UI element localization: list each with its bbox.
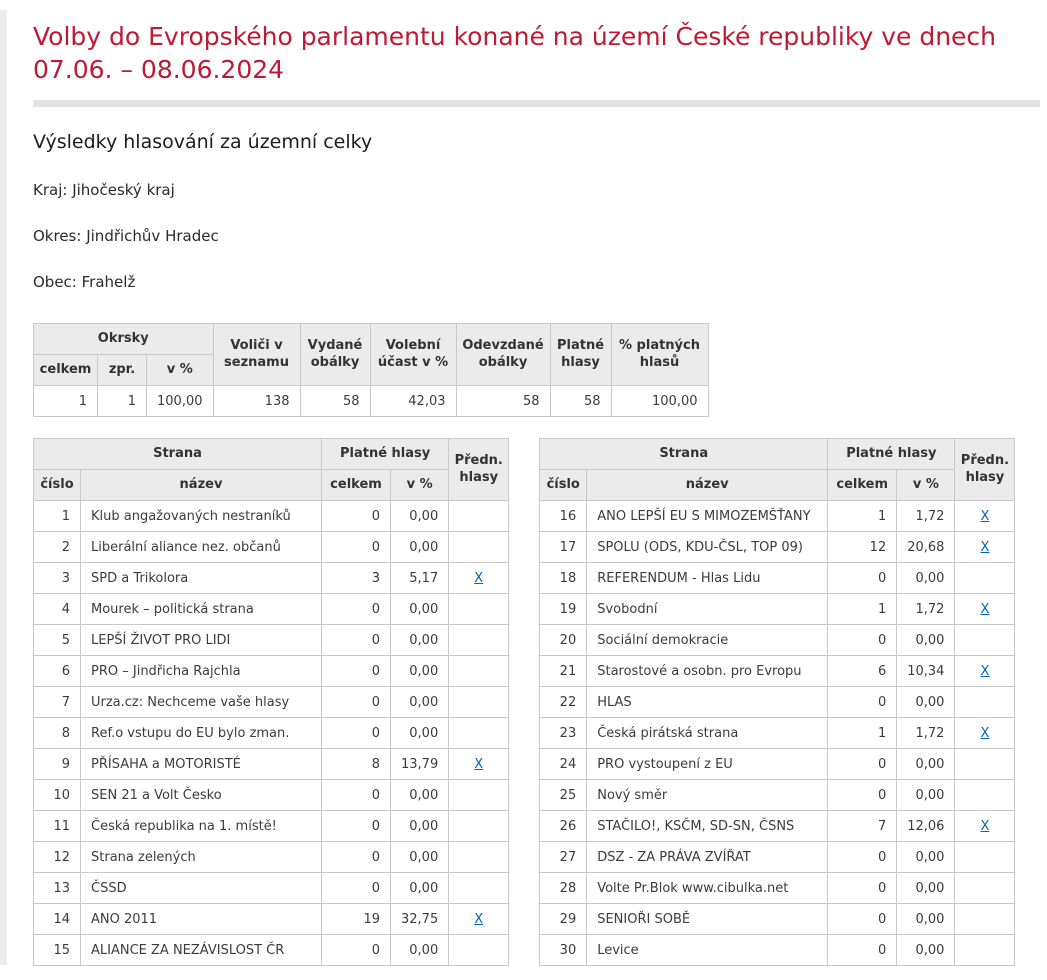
party-table-left [33, 438, 509, 966]
party-number-cell: 21 [540, 656, 587, 687]
odevzdane-obalky-value: 58 [456, 386, 550, 417]
party-name-cell: LEPŠÍ ŽIVOT PRO LIDI [81, 625, 322, 656]
preferential-votes-link[interactable]: X [980, 508, 990, 524]
party-row [34, 532, 509, 563]
party-votes-total-cell: 0 [828, 904, 897, 935]
party-votes-total-cell: 0 [322, 780, 391, 811]
party-votes-percent-cell: 0,00 [897, 780, 955, 811]
header-volici-v-seznamu: Voliči v seznamu [213, 324, 300, 386]
party-number-cell: 7 [34, 687, 81, 718]
party-votes-percent-cell: 0,00 [391, 811, 449, 842]
party-number-cell: 17 [540, 532, 587, 563]
party-number-cell: 12 [34, 842, 81, 873]
obec-label: Obec: [33, 273, 77, 291]
preferential-votes-cell [955, 656, 1015, 687]
party-votes-total-cell: 0 [322, 532, 391, 563]
preferential-votes-cell [955, 718, 1015, 749]
party-votes-total-cell: 1 [828, 718, 897, 749]
party-row [34, 873, 509, 904]
header-okrsky-zpr: zpr. [98, 355, 147, 386]
party-votes-percent-cell: 0,00 [897, 904, 955, 935]
preferential-votes-cell [449, 904, 509, 935]
party-row [540, 842, 1015, 873]
party-number-cell: 18 [540, 563, 587, 594]
header-nazev: název [587, 470, 828, 501]
party-votes-total-cell: 3 [322, 563, 391, 594]
preferential-votes-link[interactable]: X [980, 663, 990, 679]
party-number-cell: 15 [34, 935, 81, 966]
party-votes-total-cell: 0 [828, 873, 897, 904]
party-name-cell: PRO – Jindřicha Rajchla [81, 656, 322, 687]
party-number-cell: 26 [540, 811, 587, 842]
party-row [34, 935, 509, 966]
party-votes-total-cell: 8 [322, 749, 391, 780]
preferential-votes-cell [449, 594, 509, 625]
party-row [34, 780, 509, 811]
horizontal-divider [33, 100, 1040, 107]
party-votes-total-cell: 0 [322, 501, 391, 532]
party-votes-percent-cell: 0,00 [391, 873, 449, 904]
kraj-line [33, 181, 1035, 199]
header-cislo: číslo [34, 470, 81, 501]
preferential-votes-cell [449, 532, 509, 563]
party-name-cell: Sociální demokracie [587, 625, 828, 656]
preferential-votes-cell [955, 904, 1015, 935]
party-row [34, 687, 509, 718]
header-strana: Strana [540, 439, 828, 470]
party-votes-percent-cell: 1,72 [897, 718, 955, 749]
party-name-cell: Starostové a osobn. pro Evropu [587, 656, 828, 687]
preferential-votes-cell [449, 811, 509, 842]
party-row [34, 842, 509, 873]
obec-line [33, 273, 1035, 291]
header-platne-hlasy-group: Platné hlasy [828, 439, 955, 470]
party-row [34, 501, 509, 532]
party-row [34, 625, 509, 656]
party-name-cell: Urza.cz: Nechceme vaše hlasy [81, 687, 322, 718]
party-name-cell: PŘÍSAHA a MOTORISTÉ [81, 749, 322, 780]
summary-row [34, 386, 709, 417]
header-platne-hlasy-group: Platné hlasy [322, 439, 449, 470]
party-number-cell: 10 [34, 780, 81, 811]
party-name-cell: DSZ - ZA PRÁVA ZVÍŘAT [587, 842, 828, 873]
party-votes-percent-cell: 0,00 [391, 532, 449, 563]
party-number-cell: 20 [540, 625, 587, 656]
party-name-cell: STAČILO!, KSČM, SD-SN, ČSNS [587, 811, 828, 842]
party-votes-total-cell: 0 [322, 656, 391, 687]
party-votes-percent-cell: 12,06 [897, 811, 955, 842]
content-area [0, 20, 1047, 980]
preferential-votes-link[interactable]: X [474, 911, 484, 927]
okrsky-zpr-value: 1 [98, 386, 147, 417]
party-name-cell: REFERENDUM - Hlas Lidu [587, 563, 828, 594]
party-votes-percent-cell: 0,00 [897, 563, 955, 594]
party-row [540, 563, 1015, 594]
kraj-label: Kraj: [33, 181, 68, 199]
kraj-value: Jihočeský kraj [72, 181, 175, 199]
party-votes-total-cell: 6 [828, 656, 897, 687]
party-number-cell: 2 [34, 532, 81, 563]
party-row [540, 594, 1015, 625]
party-row [540, 904, 1015, 935]
party-name-cell: Česká pirátská strana [587, 718, 828, 749]
party-votes-percent-cell: 32,75 [391, 904, 449, 935]
party-name-cell: SPD a Trikolora [81, 563, 322, 594]
header-v-pct: v % [391, 470, 449, 501]
party-votes-percent-cell: 0,00 [391, 594, 449, 625]
header-okrsky-celkem: celkem [34, 355, 98, 386]
party-number-cell: 5 [34, 625, 81, 656]
okrsky-celkem-value: 1 [34, 386, 98, 417]
party-votes-percent-cell: 13,79 [391, 749, 449, 780]
party-votes-total-cell: 0 [828, 780, 897, 811]
preferential-votes-cell [449, 842, 509, 873]
party-votes-percent-cell: 0,00 [391, 935, 449, 966]
party-votes-total-cell: 1 [828, 501, 897, 532]
party-votes-percent-cell: 0,00 [897, 625, 955, 656]
section-title: Výsledky hlasování za územní celky [33, 131, 373, 153]
party-votes-total-cell: 0 [322, 811, 391, 842]
party-votes-total-cell: 0 [322, 873, 391, 904]
party-name-cell: ANO 2011 [81, 904, 322, 935]
preferential-votes-link[interactable]: X [980, 601, 990, 617]
party-number-cell: 4 [34, 594, 81, 625]
party-votes-total-cell: 7 [828, 811, 897, 842]
party-votes-percent-cell: 0,00 [391, 625, 449, 656]
party-name-cell: ALIANCE ZA NEZÁVISLOST ČR [81, 935, 322, 966]
party-row [540, 873, 1015, 904]
header-pct-platnych-hlasu: % platných hlasů [611, 324, 708, 386]
preferential-votes-cell [955, 935, 1015, 966]
party-votes-percent-cell: 1,72 [897, 501, 955, 532]
party-name-cell: ČSSD [81, 873, 322, 904]
party-votes-total-cell: 0 [322, 687, 391, 718]
party-row [540, 780, 1015, 811]
preferential-votes-link[interactable]: X [474, 756, 484, 772]
party-row [34, 749, 509, 780]
party-name-cell: Klub angažovaných nestraníků [81, 501, 322, 532]
party-name-cell: SEN 21 a Volt Česko [81, 780, 322, 811]
party-votes-total-cell: 0 [828, 563, 897, 594]
preferential-votes-cell [955, 687, 1015, 718]
preferential-votes-cell [955, 563, 1015, 594]
party-row [540, 811, 1015, 842]
preferential-votes-cell [449, 563, 509, 594]
party-number-cell: 27 [540, 842, 587, 873]
preferential-votes-cell [449, 780, 509, 811]
header-odevzdane-obalky: Odevzdané obálky [456, 324, 550, 386]
preferential-votes-cell [449, 656, 509, 687]
party-votes-total-cell: 1 [828, 594, 897, 625]
party-votes-percent-cell: 0,00 [391, 501, 449, 532]
preferential-votes-cell [449, 687, 509, 718]
preferential-votes-link[interactable]: X [980, 725, 990, 741]
party-votes-percent-cell: 0,00 [897, 935, 955, 966]
obec-value: Frahelž [81, 273, 136, 291]
page-edge-strip [0, 10, 7, 965]
header-predn-hlasy: Předn. hlasy [955, 439, 1015, 501]
party-votes-percent-cell: 20,68 [897, 532, 955, 563]
page-title: Volby do Evropského parlamentu konané na území České republiky ve dnech 07.06. – 08.06.2024 [33, 22, 997, 84]
preferential-votes-cell [449, 718, 509, 749]
party-votes-percent-cell: 0,00 [391, 656, 449, 687]
party-votes-percent-cell: 0,00 [897, 842, 955, 873]
party-votes-total-cell: 0 [322, 718, 391, 749]
party-number-cell: 14 [34, 904, 81, 935]
party-name-cell: SPOLU (ODS, KDU-ČSL, TOP 09) [587, 532, 828, 563]
party-row [540, 718, 1015, 749]
party-name-cell: Česká republika na 1. místě! [81, 811, 322, 842]
preferential-votes-cell [955, 749, 1015, 780]
party-row [540, 656, 1015, 687]
preferential-votes-link[interactable]: X [474, 570, 484, 586]
header-volebni-ucast: Volební účast v % [370, 324, 456, 386]
party-name-cell: Strana zelených [81, 842, 322, 873]
preferential-votes-cell [955, 594, 1015, 625]
preferential-votes-cell [955, 842, 1015, 873]
header-okrsky-v-pct: v % [147, 355, 214, 386]
party-row [540, 749, 1015, 780]
party-name-cell: ANO LEPŠÍ EU S MIMOZEMŠŤANY [587, 501, 828, 532]
preferential-votes-cell [955, 873, 1015, 904]
okres-line [33, 227, 1035, 245]
platne-hlasy-value: 58 [550, 386, 611, 417]
party-votes-total-cell: 0 [828, 625, 897, 656]
party-votes-total-cell: 0 [322, 625, 391, 656]
header-okrsky: Okrsky [34, 324, 214, 355]
header-v-pct: v % [897, 470, 955, 501]
preferential-votes-cell [955, 625, 1015, 656]
party-row [34, 904, 509, 935]
party-number-cell: 8 [34, 718, 81, 749]
party-votes-total-cell: 0 [828, 749, 897, 780]
party-name-cell: HLAS [587, 687, 828, 718]
party-number-cell: 6 [34, 656, 81, 687]
ucast-value: 42,03 [370, 386, 456, 417]
party-name-cell: PRO vystoupení z EU [587, 749, 828, 780]
header-predn-hlasy: Předn. hlasy [449, 439, 509, 501]
party-name-cell: Levice [587, 935, 828, 966]
party-number-cell: 1 [34, 501, 81, 532]
party-votes-percent-cell: 0,00 [391, 780, 449, 811]
party-votes-total-cell: 0 [322, 842, 391, 873]
preferential-votes-cell [449, 935, 509, 966]
party-votes-total-cell: 0 [322, 594, 391, 625]
party-votes-percent-cell: 0,00 [391, 718, 449, 749]
party-name-cell: Liberální aliance nez. občanů [81, 532, 322, 563]
header-celkem: celkem [322, 470, 391, 501]
preferential-votes-cell [449, 873, 509, 904]
party-row [540, 501, 1015, 532]
party-votes-total-cell: 0 [828, 687, 897, 718]
volici-value: 138 [213, 386, 300, 417]
party-number-cell: 29 [540, 904, 587, 935]
party-row [540, 532, 1015, 563]
header-cislo: číslo [540, 470, 587, 501]
party-number-cell: 23 [540, 718, 587, 749]
party-number-cell: 22 [540, 687, 587, 718]
party-votes-percent-cell: 0,00 [897, 749, 955, 780]
preferential-votes-cell [955, 811, 1015, 842]
preferential-votes-cell [955, 780, 1015, 811]
party-votes-total-cell: 0 [322, 935, 391, 966]
turnout-summary-table [33, 323, 709, 417]
header-nazev: název [81, 470, 322, 501]
party-name-cell: Mourek – politická strana [81, 594, 322, 625]
party-name-cell: Ref.o vstupu do EU bylo zman. [81, 718, 322, 749]
okrsky-pct-value: 100,00 [147, 386, 214, 417]
party-row [540, 935, 1015, 966]
party-row [34, 656, 509, 687]
party-row [34, 594, 509, 625]
party-votes-percent-cell: 5,17 [391, 563, 449, 594]
party-votes-percent-cell: 0,00 [391, 842, 449, 873]
party-votes-total-cell: 0 [828, 842, 897, 873]
preferential-votes-link[interactable]: X [980, 818, 990, 834]
party-number-cell: 28 [540, 873, 587, 904]
party-name-cell: Nový směr [587, 780, 828, 811]
party-row [34, 563, 509, 594]
okres-value: Jindřichův Hradec [86, 227, 219, 245]
preferential-votes-cell [955, 501, 1015, 532]
party-number-cell: 13 [34, 873, 81, 904]
preferential-votes-link[interactable]: X [980, 539, 990, 555]
party-row [34, 811, 509, 842]
party-number-cell: 9 [34, 749, 81, 780]
preferential-votes-cell [449, 749, 509, 780]
party-number-cell: 25 [540, 780, 587, 811]
party-tables [33, 438, 1035, 966]
preferential-votes-cell [449, 501, 509, 532]
party-votes-percent-cell: 10,34 [897, 656, 955, 687]
party-name-cell: Volte Pr.Blok www.cibulka.net [587, 873, 828, 904]
party-number-cell: 16 [540, 501, 587, 532]
party-table-right [539, 438, 1015, 966]
party-number-cell: 11 [34, 811, 81, 842]
header-platne-hlasy: Platné hlasy [550, 324, 611, 386]
header-celkem: celkem [828, 470, 897, 501]
party-votes-total-cell: 12 [828, 532, 897, 563]
party-number-cell: 30 [540, 935, 587, 966]
vydane-obalky-value: 58 [300, 386, 370, 417]
party-number-cell: 24 [540, 749, 587, 780]
okres-label: Okres: [33, 227, 82, 245]
party-votes-total-cell: 0 [828, 935, 897, 966]
party-row [540, 687, 1015, 718]
party-name-cell: SENIOŘI SOBĚ [587, 904, 828, 935]
party-number-cell: 3 [34, 563, 81, 594]
header-strana: Strana [34, 439, 322, 470]
party-name-cell: Svobodní [587, 594, 828, 625]
party-votes-percent-cell: 0,00 [897, 687, 955, 718]
party-row [540, 625, 1015, 656]
preferential-votes-cell [955, 532, 1015, 563]
preferential-votes-cell [449, 625, 509, 656]
party-votes-total-cell: 19 [322, 904, 391, 935]
party-votes-percent-cell: 0,00 [391, 687, 449, 718]
header-vydane-obalky: Vydané obálky [300, 324, 370, 386]
party-number-cell: 19 [540, 594, 587, 625]
party-votes-percent-cell: 1,72 [897, 594, 955, 625]
party-votes-percent-cell: 0,00 [897, 873, 955, 904]
pct-platnych-value: 100,00 [611, 386, 708, 417]
party-row [34, 718, 509, 749]
